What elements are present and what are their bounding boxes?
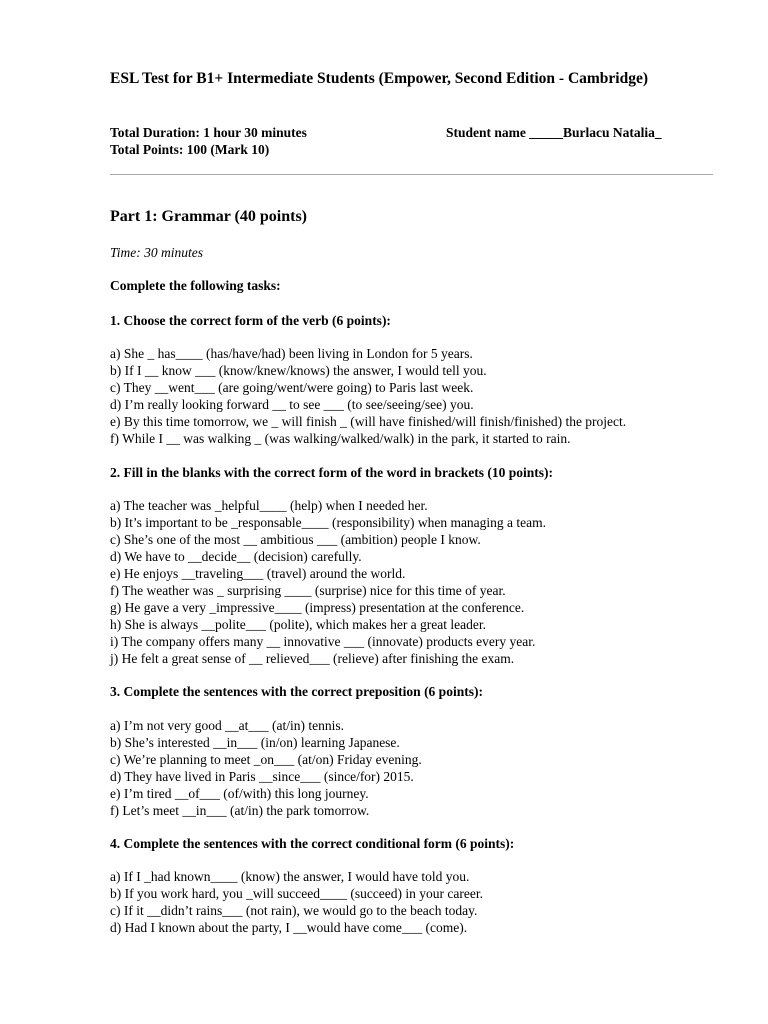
question-item: a) I’m not very good __at___ (at/in) tennis. [110,718,344,733]
section-3-heading: 3. Complete the sentences with the correct preposition (6 points): [110,684,483,699]
question-item: d) We have to __decide__ (decision) carefully. [110,549,362,564]
question-item: f) The weather was _ surprising ____ (surprise) nice for this time of year. [110,583,506,598]
section-3-list [110,717,422,819]
question-item: f) Let’s meet __in___ (at/in) the park tomorrow. [110,803,370,818]
section-2-heading: 2. Fill in the blanks with the correct form of the word in brackets (10 points): [110,465,553,480]
section-1-list [110,345,626,447]
question-item: b) If I __ know ___ (know/knew/knows) the answer, I would tell you. [110,363,487,378]
question-item: c) She’s one of the most __ ambitious ___ (ambition) people I know. [110,532,481,547]
total-duration: Total Duration: 1 hour 30 minutes [110,125,307,140]
section-2-list [110,497,546,667]
question-item: j) He felt a great sense of __ relieved___ (relieve) after finishing the exam. [110,651,515,666]
total-points: Total Points: 100 (Mark 10) [110,142,270,157]
question-item: c) We’re planning to meet _on___ (at/on) Friday evening. [110,752,422,767]
part-time: Time: 30 minutes [110,245,203,260]
section-4-list [110,868,483,936]
question-item: e) By this time tomorrow, we _ will finish _ (will have finished/will finish/finished) the project. [110,414,627,429]
question-item: c) If it __didn’t rains___ (not rain), we would go to the beach today. [110,903,478,918]
test-meta [110,124,307,158]
section-4-heading: 4. Complete the sentences with the correct conditional form (6 points): [110,836,515,851]
section-1-heading: 1. Choose the correct form of the verb (6 points): [110,313,391,328]
question-item: a) If I _had known____ (know) the answer, I would have told you. [110,869,470,884]
question-item: e) He enjoys __traveling___ (travel) around the world. [110,566,406,581]
question-item: f) While I __ was walking _ (was walking/walked/walk) in the park, it started to rain. [110,431,571,446]
question-item: d) They have lived in Paris __since___ (since/for) 2015. [110,769,414,784]
question-item: g) He gave a very _impressive____ (impress) presentation at the conference. [110,600,525,615]
part-title: Part 1: Grammar (40 points) [110,208,307,225]
question-item: b) She’s interested __in___ (in/on) learning Japanese. [110,735,400,750]
question-item: h) She is always __polite___ (polite), which makes her a great leader. [110,617,487,632]
question-item: d) Had I known about the party, I __would have come___ (come). [110,920,468,935]
question-item: i) The company offers many __ innovative ___ (innovate) products every year. [110,634,536,649]
question-item: b) It’s important to be _responsable____ (responsibility) when managing a team. [110,515,547,530]
part-instruction: Complete the following tasks: [110,278,281,293]
document-title: ESL Test for B1+ Intermediate Students (Empower, Second Edition - Cambridge) [110,70,649,87]
question-item: a) The teacher was _helpful____ (help) when I needed her. [110,498,428,513]
student-name: Student name _____Burlacu Natalia_ [446,125,662,140]
header-divider [110,174,713,175]
question-item: e) I’m tired __of___ (of/with) this long journey. [110,786,369,801]
question-item: b) If you work hard, you _will succeed____ (succeed) in your career. [110,886,483,901]
question-item: a) She _ has____ (has/have/had) been living in London for 5 years. [110,346,473,361]
question-item: c) They __went___ (are going/went/were going) to Paris last week. [110,380,474,395]
question-item: d) I’m really looking forward __ to see ___ (to see/seeing/see) you. [110,397,474,412]
